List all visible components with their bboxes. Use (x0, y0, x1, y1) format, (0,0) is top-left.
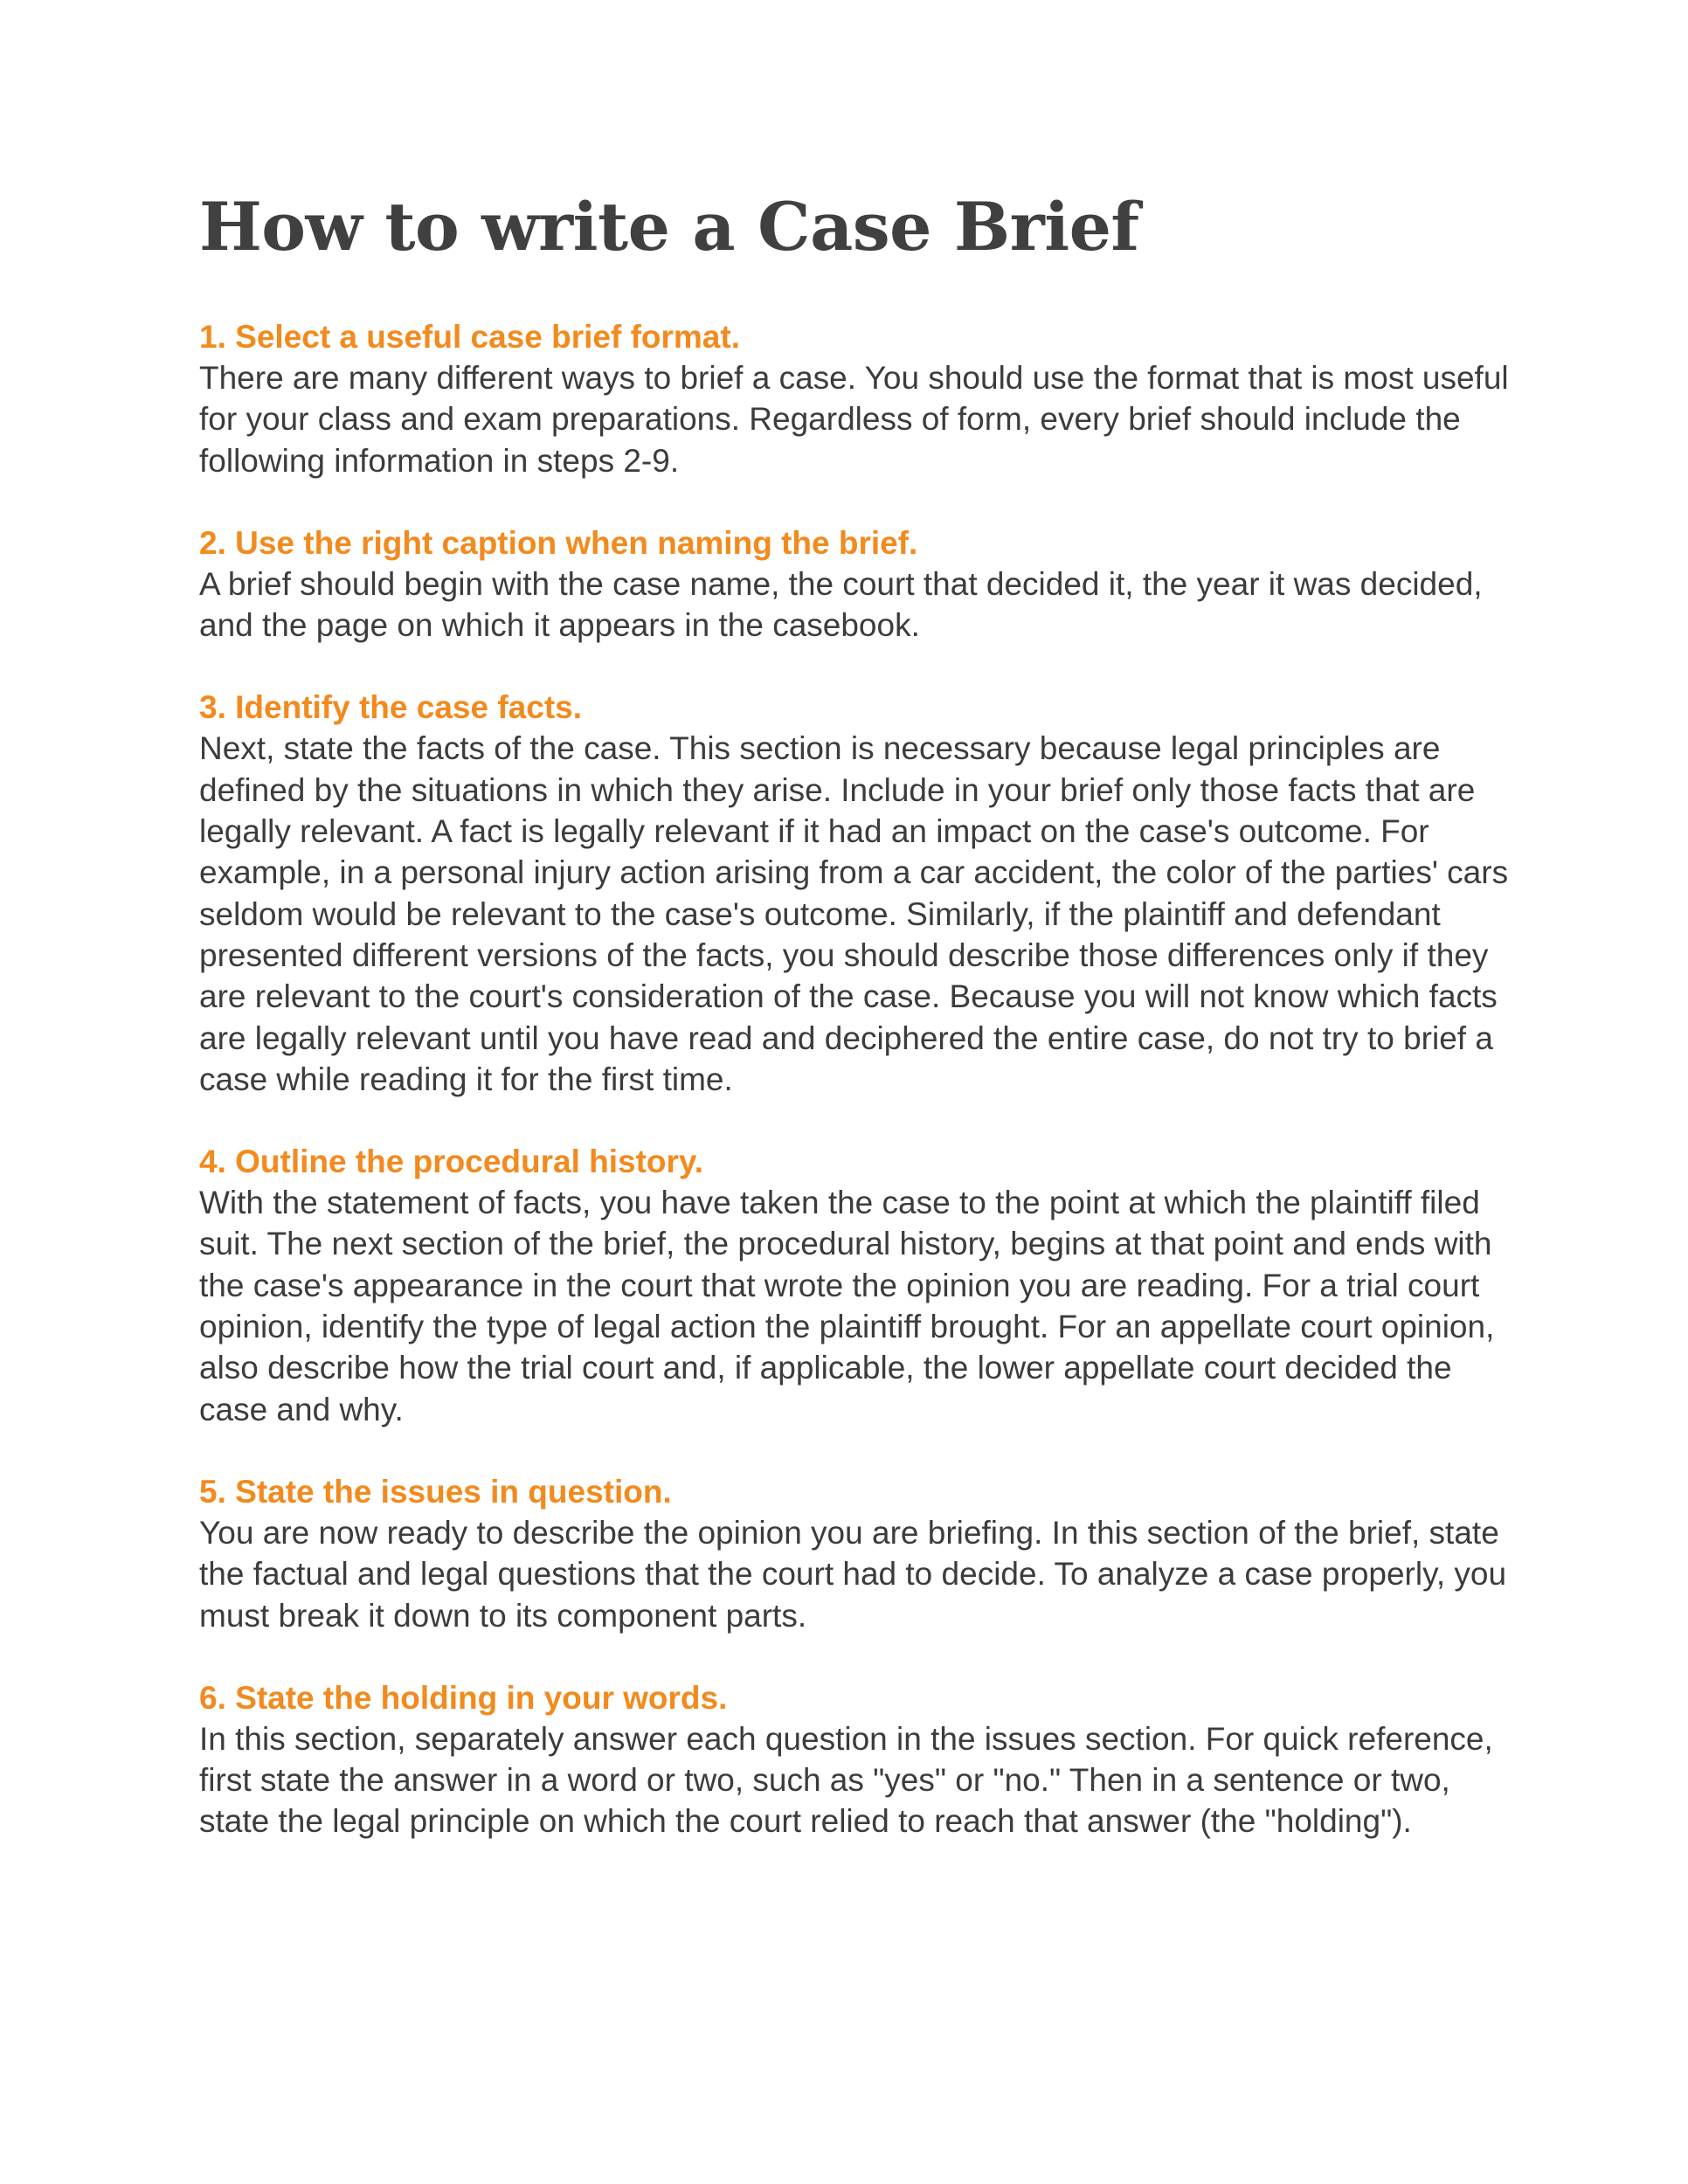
section-body: Next, state the facts of the case. This section is necessary because legal principles are defined by the situations in which they arise. Include in your brief only those facts that are legally relevant. A fact is legally relevant if it had an impact on the case's outcome. For example, in a personal injury action arising from a car accident, the color of the parties' cars seldom would be relevant to the case's outcome. Similarly, if the plaintiff and defendant presented different versions of the facts, you should describe those differences only if they are relevant to the court's consideration of the case. Because you will not know which facts are legally relevant until you have read and deciphered the entire case, do not try to brief a case while reading it for the first time. (199, 730, 1509, 1097)
section-body: You are now ready to describe the opinion you are briefing. In this section of the brief, state the factual and legal questions that the court had to decide. To analyze a case properly, you must break it down to its component parts. (199, 1514, 1507, 1634)
section-body: There are many different ways to brief a case. You should use the format that is most useful for your class and exam preparations. Regardless of form, every brief should include the following information in steps 2-9. (199, 360, 1509, 479)
section-issues (199, 1471, 1527, 1636)
section-body: A brief should begin with the case name, the court that decided it, the year it was decided, and the page on which it appears in the casebook. (199, 565, 1483, 644)
section-heading: 1. Select a useful case brief format. (199, 319, 740, 355)
section-heading: 5. State the issues in question. (199, 1473, 672, 1510)
section-heading: 4. Outline the procedural history. (199, 1144, 704, 1180)
section-holding (199, 1677, 1527, 1842)
section-body: With the statement of facts, you have taken the case to the point at which the plaintiff filed suit. The next section of the brief, the procedural history, begins at that point and ends with the case's appearance in the court that wrote the opinion you are reading. For a trial court opinion, identify the type of legal action the plaintiff brought. For an appellate court opinion, also describe how the trial court and, if applicable, the lower appellate court decided the case and why. (199, 1185, 1495, 1427)
page-title: How to write a Case Brief (199, 188, 1139, 266)
section-case-facts (199, 687, 1527, 1100)
section-select-format (199, 316, 1527, 481)
document-page (199, 188, 1527, 1883)
section-heading: 3. Identify the case facts. (199, 689, 583, 726)
section-procedural-history (199, 1141, 1527, 1430)
section-heading: 6. State the holding in your words. (199, 1679, 728, 1716)
section-heading: 2. Use the right caption when naming the brief. (199, 524, 918, 561)
section-caption (199, 522, 1527, 646)
section-body: In this section, separately answer each question in the issues section. For quick reference, first state the answer in a word or two, such as "yes" or "no." Then in a sentence or two, state the legal principle on which the court relied to reach that answer (the "holding"). (199, 1720, 1493, 1840)
